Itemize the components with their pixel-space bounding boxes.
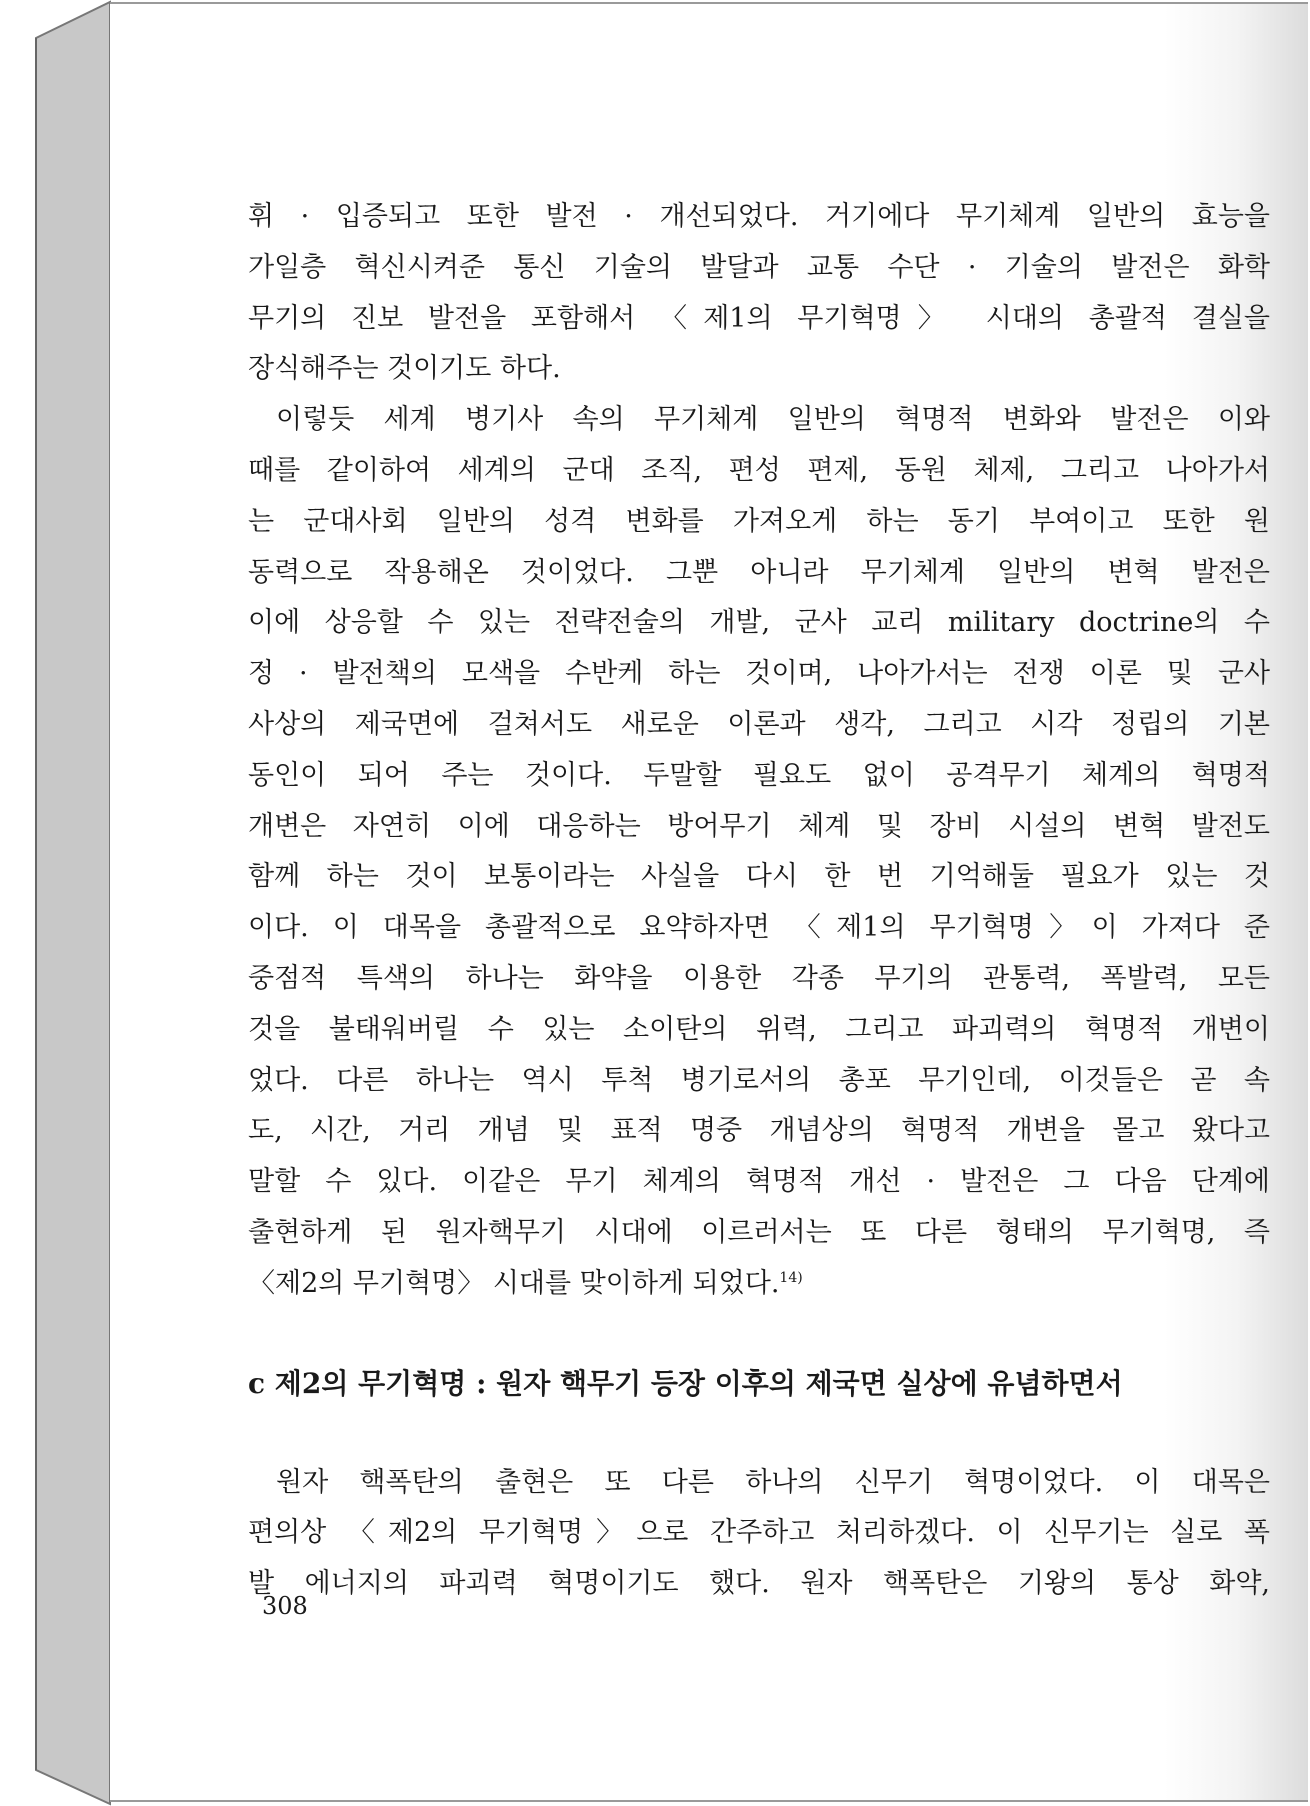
text-line: 〈제2의 무기혁명〉 시대를 맞이하게 되었다. [248, 1267, 780, 1299]
text-line: 었다. 다른 하나는 역시 투척 병기로서의 총포 무기인데, 이것들은 곧 속 [248, 1064, 1270, 1096]
book-page [110, 2, 1308, 1802]
section-heading: c 제2의 무기혁명 : 원자 핵무기 등장 이후의 제국면 실상에 유념하면서 [248, 1366, 1123, 1400]
text-line: 편의상 〈제2의 무기혁명〉으로 간주하고 처리하겠다. 이 신무기는 실로 폭 [248, 1517, 1270, 1549]
page-number: 308 [262, 1592, 308, 1620]
text-line: 때를 같이하여 세계의 군대 조직, 편성 편제, 동원 체제, 그리고 나아가서 [248, 454, 1270, 486]
text-line: 것을 불태워버릴 수 있는 소이탄의 위력, 그리고 파괴력의 혁명적 개변이 [248, 1013, 1270, 1045]
text-line: 무기의 진보 발전을 포함해서 〈제1의 무기혁명〉 시대의 총괄적 결실을 [248, 302, 1270, 334]
text-line: 이에 상응할 수 있는 전략전술의 개발, 군사 교리 military doctrine의 수 [248, 607, 1270, 639]
text-line: 중점적 특색의 하나는 화약을 이용한 각종 무기의 관통력, 폭발력, 모든 [248, 962, 1270, 994]
text-line: 정 · 발전책의 모색을 수반케 하는 것이며, 나아가서는 전쟁 이론 및 군사 [248, 658, 1270, 690]
page-body [248, 192, 1270, 1610]
paragraph-3 [248, 1458, 1270, 1610]
text-line: 원자 핵폭탄의 출현은 또 다른 하나의 신무기 혁명이었다. 이 대목은 [276, 1466, 1270, 1498]
text-line: 사상의 제국면에 걸쳐서도 새로운 이론과 생각, 그리고 시각 정립의 기본 [248, 708, 1270, 740]
paragraph-1 [248, 192, 1270, 395]
text-line: 출현하게 된 원자핵무기 시대에 이르러서는 또 다른 형태의 무기혁명, 즉 [248, 1216, 1270, 1248]
paragraph-2 [248, 395, 1270, 1309]
text-line: 장식해주는 것이기도 하다. [248, 353, 561, 385]
text-line: 개변은 자연히 이에 대응하는 방어무기 체계 및 장비 시설의 변혁 발전도 [248, 810, 1270, 842]
text-line: 도, 시간, 거리 개념 및 표적 명중 개념상의 혁명적 개변을 몰고 왔다고 [248, 1115, 1270, 1147]
text-line: 말할 수 있다. 이같은 무기 체계의 혁명적 개선 · 발전은 그 다음 단계에 [248, 1166, 1270, 1198]
text-line: 발 에너지의 파괴력 혁명이기도 했다. 원자 핵폭탄은 기왕의 통상 화약, [248, 1568, 1270, 1600]
text-line: 휘 · 입증되고 또한 발전 · 개선되었다. 거기에다 무기체계 일반의 효능을 [248, 201, 1270, 232]
text-line: 이렇듯 세계 병기사 속의 무기체계 일반의 혁명적 변화와 발전은 이와 [276, 404, 1270, 436]
text-line: 동인이 되어 주는 것이다. 두말할 필요도 없이 공격무기 체계의 혁명적 [248, 759, 1270, 791]
text-line: 는 군대사회 일반의 성격 변화를 가져오게 하는 동기 부여이고 또한 원 [248, 505, 1270, 537]
text-line: 가일층 혁신시켜준 통신 기술의 발달과 교통 수단 · 기술의 발전은 화학 [248, 251, 1270, 283]
text-line-with-footnote [248, 1259, 1270, 1310]
text-line: 이다. 이 대목을 총괄적으로 요약하자면 〈제1의 무기혁명〉이 가져다 준 [248, 912, 1270, 944]
footnote-reference[interactable]: 14) [779, 1269, 803, 1286]
text-line: 동력으로 작용해온 것이었다. 그뿐 아니라 무기체계 일반의 변혁 발전은 [248, 556, 1270, 588]
text-line: 함께 하는 것이 보통이라는 사실을 다시 한 번 기억해둘 필요가 있는 것 [248, 861, 1270, 893]
